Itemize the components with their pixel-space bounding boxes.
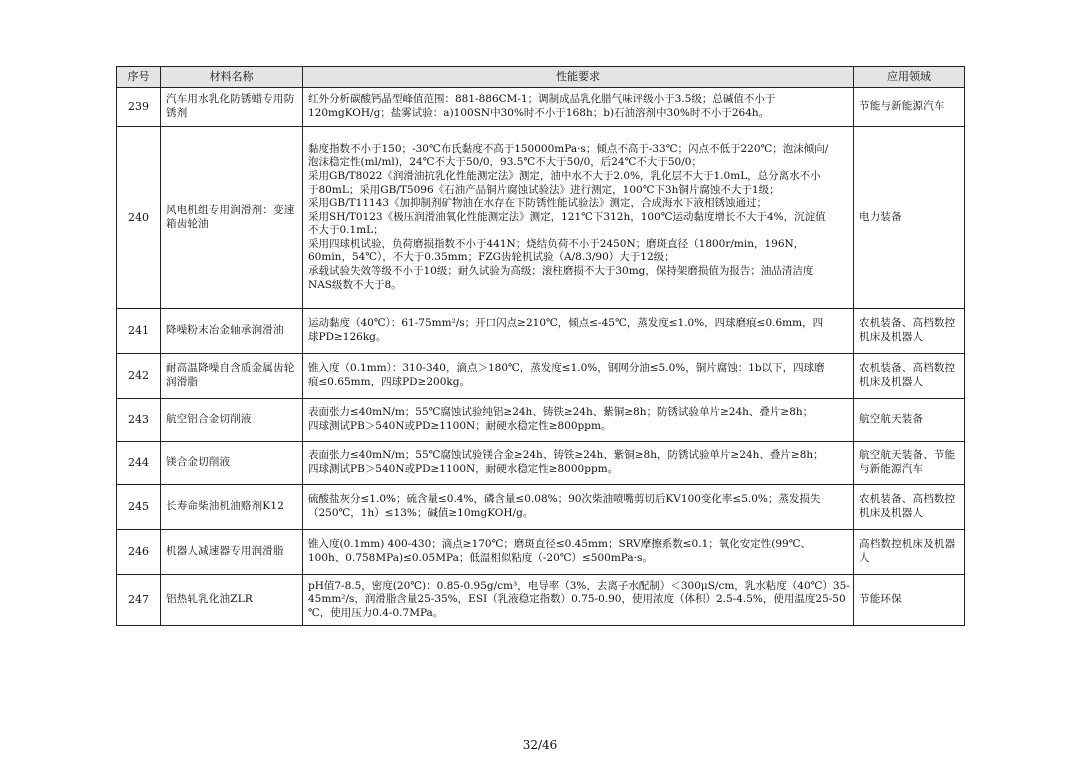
header-name: 材料名称 [161,67,303,88]
requirement-line: 采用GB/T8022《润滑油抗乳化性能测定法》测定，油中水不大于2.0%，乳化层不大于1.0mL，总分离水不小 [308,169,821,182]
material-name: 风电机组专用润滑剂：变速箱齿轮油 [161,127,303,309]
table-row [117,399,965,442]
application-field: 航空航天装备、节能与新能源汽车 [854,442,965,485]
performance-requirements [303,399,854,442]
material-name: 降噪粉末冶金轴承润滑油 [161,309,303,354]
application-field: 航空航天装备 [854,399,965,442]
table-row [117,442,965,485]
table-body [117,88,965,626]
requirement-line: NAS级数不大于8。 [308,278,402,291]
requirement-line: pH值7-8.5，密度(20℃)：0.85-0.95g/cm³，电导率（3%，去离子水配制）＜300μS/cm，乳水粘度（40℃）35- [308,579,850,592]
application-field: 农机装备、高档数控机床及机器人 [854,309,965,354]
material-name: 耐高温降噪自含质金属齿轮润滑脂 [161,354,303,399]
material-name: 长寿命柴油机油赂剂K12 [161,485,303,530]
requirement-line: 锥入度（0.1mm）：310-340，滴点＞180℃，蒸发度≤1.0%，钢网分油≤5.0%，铜片腐蚀：1b以下，四球磨 [308,362,825,375]
row-number: 244 [117,442,161,485]
requirement-line: 于80mL；采用GB/T5096《石油产品铜片腐蚀试验法》进行测定，100℃下3h铜片腐蚀不大于1级； [308,183,780,196]
performance-requirements [303,354,854,399]
table-row [117,530,965,575]
row-number: 240 [117,127,161,309]
table-row [117,575,965,626]
requirement-line: 60min，54℃），不大于0.35mm；FZG齿轮机试验（A/8.3/90）大于12级； [308,251,675,264]
table-row [117,309,965,354]
requirement-line: 球PD≥126kg。 [308,331,387,343]
row-number: 245 [117,485,161,530]
requirement-line: 100h、0.758MPa)≤0.05MPa；低温相似粘度（-20℃）≤500mPa·s。 [308,552,653,564]
performance-requirements [303,127,854,309]
header-field: 应用领域 [854,67,965,88]
requirement-line: 黏度指数不小于150；-30℃布氏黏度不高于150000mPa·s；倾点不高于-33℃；闪点不低于220℃；泡沫倾向/ [308,142,829,155]
requirement-line: 采用GB/T11143《加抑制剂矿物油在水存在下防锈性能试验法》测定，合成海水下液相锈蚀通过； [308,197,768,210]
material-name: 航空铝合金切削液 [161,399,303,442]
requirement-line: 采用四球机试验，负荷磨损指数不小于441N；烧结负荷不小于2450N；磨斑直径（1800r/min，196N， [308,237,805,250]
table-row [117,88,965,127]
requirement-line: 120mgKOH/g；盐雾试验：a)100SN中30%时不小于168h；b)石油溶剂中30%时不小于264h。 [308,107,770,119]
application-field: 高档数控机床及机器人 [854,530,965,575]
requirement-line: 表面张力≤40mN/m；55℃腐蚀试验镁合金≥24h、铸铁≥24h、紫铜≥8h，防锈试验单片≥24h、叠片≥8h； [308,449,824,462]
header-requirements: 性能要求 [303,67,854,88]
performance-requirements [303,530,854,575]
requirement-line: （250℃，1h）≤13%；碱值≥10mgKOH/g。 [308,507,534,519]
material-name: 铝热轧乳化油ZLR [161,575,303,626]
requirement-line: 运动黏度（40℃）：61-75mm²/s；开口闪点≥210℃，倾点≤-45℃，蒸发度≤1.0%，四球磨痕≤0.6mm，四 [308,317,824,330]
requirement-line: 硫酸盐灰分≤1.0%；硫含量≤0.4%，磷含量≤0.08%；90次柴油喷嘴剪切后KV100变化率≤5.0%；蒸发损失 [308,493,821,506]
requirement-line: 锥入度(0.1mm) 400-430；滴点≥170℃；磨斑直径≤0.45mm；SRV摩擦系数≤0.1；氧化安定性(99℃、 [308,538,811,551]
requirement-line: 四球测试PB＞540N或PD≥1100N，耐硬水稳定性≥8000ppm。 [308,463,619,475]
application-field: 农机装备、高档数控机床及机器人 [854,485,965,530]
performance-requirements [303,309,854,354]
requirement-line: 痕≤0.65mm，四球PD≥200kg。 [308,376,470,388]
application-field: 节能环保 [854,575,965,626]
requirement-line: 45mm²/s，润滑脂含量25-35%，ESI（乳液稳定指数）0.75-0.90，使用浓度（体积）2.5-4.5%，使用温度25-50 [308,593,846,606]
requirement-line: ℃，使用压力0.4-0.7MPa。 [308,606,444,619]
material-name: 机器人减速器专用润滑脂 [161,530,303,575]
application-field: 电力装备 [854,127,965,309]
requirement-line: 承载试验失效等级不小于10级；耐久试验为高级；滚柱磨损不大于30mg，保持架磨损值为报告；油品清洁度 [308,265,814,278]
requirement-line: 不大于0.1mL； [308,224,384,237]
row-number: 247 [117,575,161,626]
performance-requirements [303,575,854,626]
table-row [117,485,965,530]
requirement-line: 泡沫稳定性(ml/ml)，24℃不大于50/0，93.5℃不大于50/0，后24℃不大于50/0； [308,156,702,169]
requirement-line: 四球测试PB＞540N或PD≥1100N；耐硬水稳定性≥800ppm。 [308,420,612,432]
row-number: 243 [117,399,161,442]
application-field: 农机装备、高档数控机床及机器人 [854,354,965,399]
requirement-line: 采用SH/T0123《极压润滑油氧化性能测定法》测定，121℃下312h，100℃运动黏度增长不大于4%，沉淀值 [308,210,826,223]
table-row [117,127,965,309]
row-number: 241 [117,309,161,354]
table-header-row [117,67,965,88]
performance-requirements [303,442,854,485]
material-name: 汽车用水乳化防锈蜡专用防锈剂 [161,88,303,127]
requirement-line: 表面张力≤40mN/m；55℃腐蚀试验纯铝≥24h、铸铁≥24h、紫铜≥8h；防锈试验单片≥24h、叠片≥8h； [308,406,814,419]
materials-table [116,66,965,626]
requirement-line: 红外分析碳酸钙晶型峰值范围：881-886CM-1；调制成品乳化腊气味评级小于3.5级；总碱值不小于 [308,93,776,106]
row-number: 242 [117,354,161,399]
material-name: 镁合金切削液 [161,442,303,485]
page-number: 32/46 [522,738,558,752]
performance-requirements [303,485,854,530]
performance-requirements [303,88,854,127]
row-number: 246 [117,530,161,575]
row-number: 239 [117,88,161,127]
table-row [117,354,965,399]
header-no: 序号 [117,67,161,88]
application-field: 节能与新能源汽车 [854,88,965,127]
